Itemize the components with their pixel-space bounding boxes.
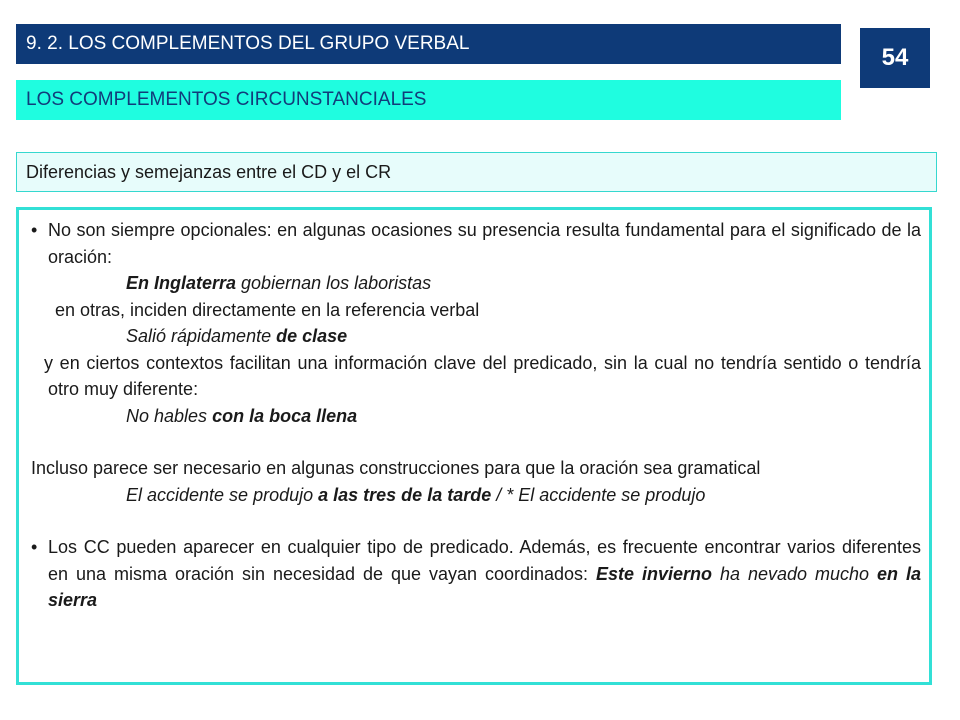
example-1-bold: En Inglaterra — [126, 273, 237, 293]
subtitle-bar — [16, 80, 841, 120]
example-2-bold: de clase — [276, 326, 348, 346]
example-1 — [31, 270, 921, 297]
page-number: 54 — [881, 44, 909, 71]
example-2 — [31, 323, 921, 350]
header-title: 9. 2. LOS COMPLEMENTOS DEL GRUPO VERBAL — [26, 33, 470, 54]
example-1-rest: gobiernan los laboristas — [236, 273, 432, 293]
bullet-2-mid: ha nevado mucho — [712, 563, 878, 584]
paragraph-line-3 — [31, 350, 921, 403]
example-4-plain-2: / * El accidente se produjo — [491, 484, 706, 505]
example-3-bold: con la boca llena — [212, 405, 358, 426]
example-4-plain-1: El accidente se produjo — [126, 484, 319, 505]
paragraph-line-2 — [31, 297, 921, 324]
section-title-box — [16, 152, 937, 192]
content-box — [16, 207, 932, 685]
header-title-bar — [16, 24, 841, 64]
example-3 — [31, 403, 921, 430]
spacer — [31, 508, 921, 534]
example-3-plain: No hables — [126, 405, 213, 426]
subtitle: LOS COMPLEMENTOS CIRCUNSTANCIALES — [26, 89, 427, 110]
bullet-paragraph-1 — [31, 217, 921, 270]
example-4-bold: a las tres de la tarde — [318, 484, 492, 505]
bullet-2-bold-2: en la sierra — [48, 563, 922, 610]
section-title: Diferencias y semejanzas entre el CD y el CR — [26, 162, 392, 182]
bullet-2-bold-1: Este invierno — [596, 563, 713, 584]
line-3-text: y en ciertos contextos facilitan una información clave del predicado, sin la cual no tendría sentido o tendría otro muy diferente: — [44, 352, 921, 399]
example-4 — [31, 482, 921, 509]
example-2-plain: Salió rápidamente — [126, 326, 277, 346]
line-4-text: Incluso parece ser necesario en algunas construcciones para que la oración sea gramatical — [31, 458, 761, 478]
bullet-paragraph-2 — [31, 534, 921, 614]
spacer — [31, 429, 921, 455]
line-2-text: en otras, inciden directamente en la referencia verbal — [55, 299, 480, 320]
bullet-2-text: Los CC pueden aparecer en cualquier tipo de predicado. Además, es frecuente encontrar varios diferentes en una misma oración sin necesidad de que vayan coordinados: — [48, 537, 921, 584]
paragraph-line-4 — [31, 455, 921, 482]
bullet-1-text: No son siempre opcionales: en algunas ocasiones su presencia resulta fundamental para el significado de la oración: — [48, 220, 921, 267]
page-number-badge — [860, 28, 930, 88]
